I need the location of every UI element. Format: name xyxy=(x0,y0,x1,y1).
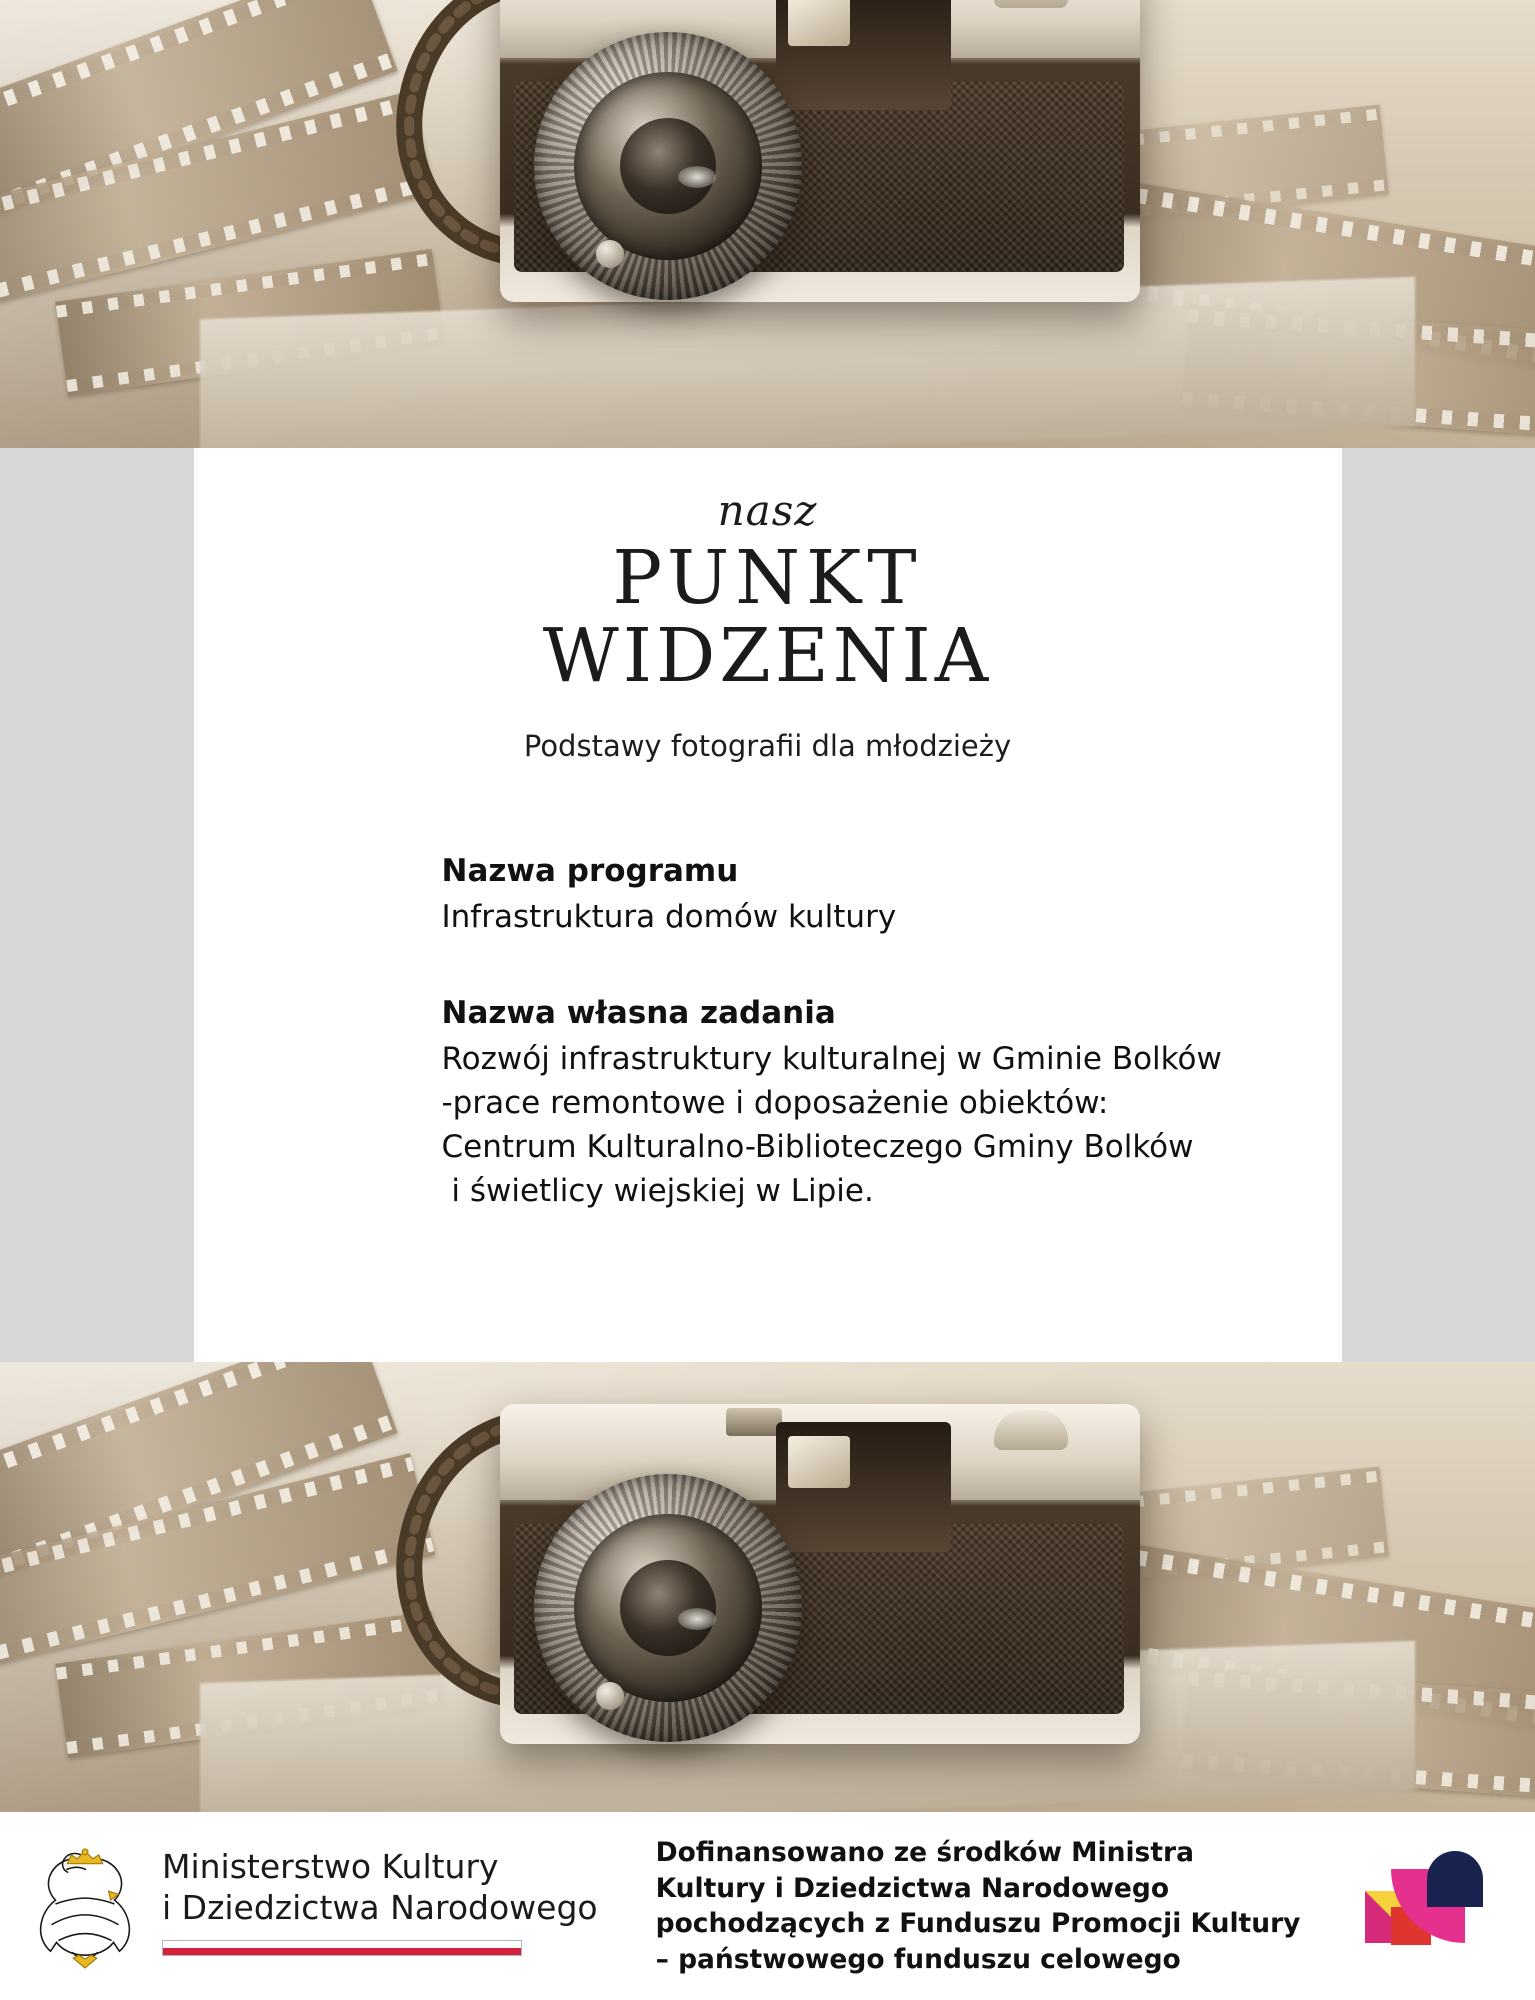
camera-shutter-button xyxy=(596,240,624,268)
camera-lens-highlight xyxy=(678,1608,716,1630)
camera-viewfinder xyxy=(776,0,951,110)
nck-logo-navy-shape xyxy=(1427,1851,1483,1907)
nck-logo-icon xyxy=(1355,1847,1495,1965)
grant-line: Kultury i Dziedzictwa Narodowego xyxy=(655,1872,1170,1904)
grant-line: Dofinansowano ze środków Ministra xyxy=(655,1837,1194,1868)
bottom-photo-band xyxy=(0,1362,1535,1812)
ministry-line-2: i Dziedzictwa Narodowego xyxy=(162,1888,598,1927)
task-line: Centrum Kulturalno-Biblioteczego Gminy Bolków xyxy=(441,1129,1194,1166)
ministry-line-1: Ministerstwo Kultury xyxy=(162,1846,499,1886)
program-info xyxy=(442,849,1342,1213)
camera-viewfinder-glass xyxy=(788,0,850,46)
camera-lens-inner xyxy=(620,1560,716,1656)
task-line: -prace remontowe i doposażenie obiektów: xyxy=(441,1085,1109,1122)
content-card xyxy=(194,448,1342,1362)
ministry-lockup xyxy=(26,1842,598,1970)
camera-lens-mid xyxy=(574,72,762,260)
camera-viewfinder xyxy=(776,1422,951,1552)
camera-shutter-button xyxy=(596,1682,624,1710)
camera-lens-inner xyxy=(620,118,716,214)
camera-icon xyxy=(500,1382,1160,1782)
camera-dial xyxy=(994,1410,1068,1450)
content-area xyxy=(0,448,1535,1362)
camera-icon xyxy=(500,0,1160,340)
brand-word-punkt: PUNKT xyxy=(612,535,923,621)
program-name-value: Infrastruktura domów kultury xyxy=(441,899,897,936)
camera-dial xyxy=(994,0,1068,8)
footer xyxy=(0,1812,1535,2000)
camera-viewfinder-glass xyxy=(788,1436,850,1488)
grant-line: – państwowego funduszu celowego xyxy=(655,1943,1181,1975)
brand-word-nasz: nasz xyxy=(717,486,818,535)
brand-word-widzenia: WIDZENIA xyxy=(542,612,993,699)
task-name-block xyxy=(442,991,1342,1213)
program-name-label: Nazwa programu xyxy=(441,853,739,890)
task-line: i świetlicy wiejskiej w Lipie. xyxy=(441,1173,874,1210)
camera-lens xyxy=(534,32,802,300)
camera-badge xyxy=(726,1408,782,1436)
camera-lens xyxy=(534,1474,802,1742)
camera-lens-mid xyxy=(574,1514,762,1702)
brand-subtitle: Podstawy fotografii dla młodzieży xyxy=(523,729,1012,764)
polish-flag-bar xyxy=(162,1940,522,1956)
grant-statement xyxy=(656,1835,1329,1977)
task-line: Rozwój infrastruktury kulturalnej w Gminie Bolków xyxy=(441,1041,1222,1078)
camera-lens-highlight xyxy=(678,166,716,188)
top-photo-band xyxy=(0,0,1535,448)
program-name-block xyxy=(442,849,1342,939)
grant-line: pochodzących z Funduszu Promocji Kultury xyxy=(655,1908,1301,1939)
task-name-value xyxy=(442,1037,1342,1213)
ministry-name xyxy=(162,1846,598,1967)
polish-eagle-icon xyxy=(26,1842,144,1970)
brand-lockup xyxy=(194,486,1342,764)
task-name-label: Nazwa własna zadania xyxy=(441,995,836,1032)
